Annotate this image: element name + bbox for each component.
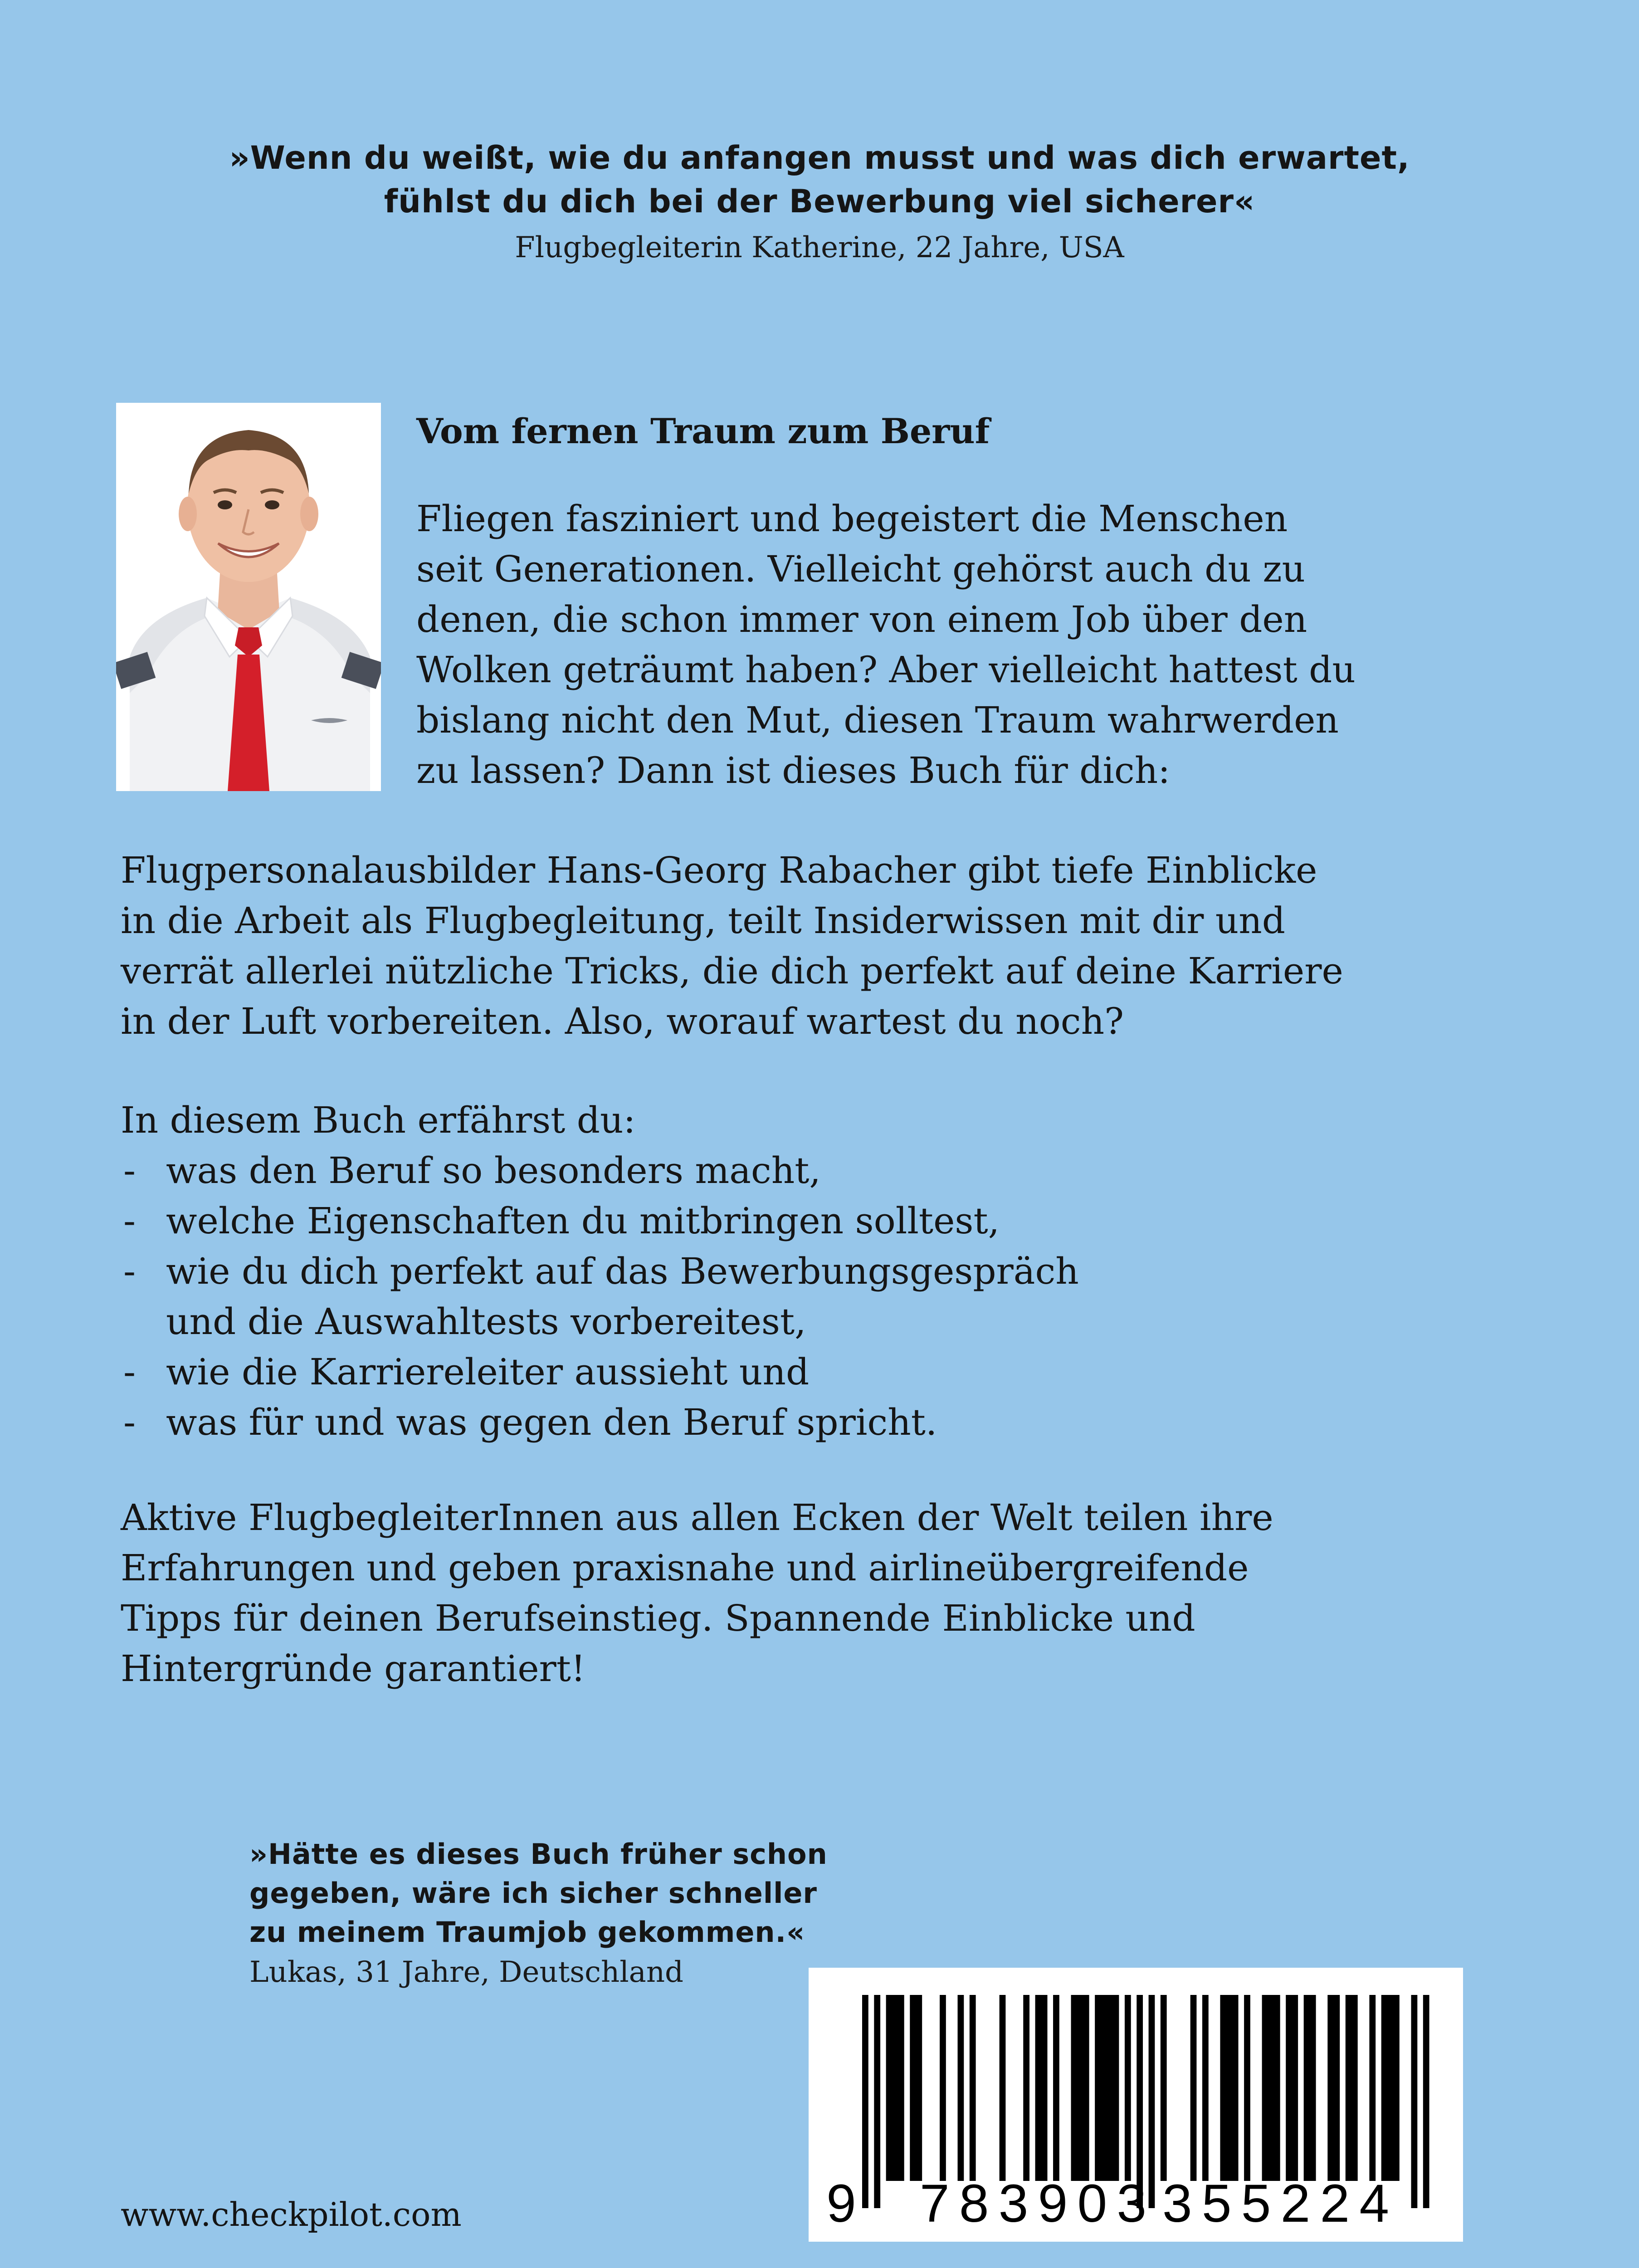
barcode-bar bbox=[1369, 1995, 1376, 2181]
top-quote-line-1: »Wenn du weißt, wie du anfangen musst und was dich erwartet, bbox=[229, 139, 1410, 176]
barcode-bar bbox=[892, 1995, 898, 2181]
barcode-bar bbox=[1113, 1995, 1119, 2181]
barcode-bar bbox=[1125, 1995, 1131, 2181]
barcode-bar bbox=[1226, 1995, 1233, 2181]
barcode-bar bbox=[1286, 1995, 1292, 2181]
intro-line: Wolken geträumt haben? Aber vielleicht hattest du bbox=[416, 649, 1356, 691]
barcode-bar bbox=[1149, 1995, 1155, 2208]
barcode-bar bbox=[958, 1995, 964, 2181]
barcode-bar bbox=[886, 1995, 893, 2181]
barcode-bar bbox=[1071, 1995, 1078, 2181]
barcode-bar bbox=[1023, 1995, 1029, 2181]
barcode-bar bbox=[1000, 1995, 1006, 2181]
list-item-line: was für und was gegen den Beruf spricht. bbox=[166, 1401, 937, 1443]
list-item-line: wie du dich perfekt auf das Bewerbungsgespräch bbox=[166, 1250, 1079, 1292]
barcode-bar bbox=[1077, 1995, 1083, 2181]
barcode-bar bbox=[1310, 1995, 1316, 2181]
intro-line: Fliegen fasziniert und begeistert die Menschen bbox=[416, 498, 1288, 540]
barcode-bar bbox=[1327, 1995, 1334, 2181]
barcode-bar bbox=[1381, 1995, 1388, 2181]
list-item bbox=[121, 1145, 1079, 1196]
barcode-bar bbox=[1095, 1995, 1101, 2181]
bottom-quote-line-3: zu meinem Traumjob gekommen.« bbox=[249, 1916, 805, 1949]
barcode-bar bbox=[1393, 1995, 1400, 2181]
barcode-bar bbox=[862, 1995, 868, 2208]
closing-paragraph-line: Erfahrungen und geben praxisnahe und airlineübergreifende bbox=[121, 1547, 1249, 1589]
barcode-bar bbox=[916, 1995, 922, 2181]
barcode-bar bbox=[874, 1995, 880, 2208]
top-quote bbox=[0, 136, 1639, 270]
closing-paragraph bbox=[121, 1492, 1273, 1694]
barcode-bar bbox=[1101, 1995, 1107, 2181]
list-item-line: welche Eigenschaften du mitbringen solltest, bbox=[166, 1200, 1000, 1242]
barcode-bar bbox=[1351, 1995, 1358, 2181]
bottom-quote-line-2: gegeben, wäre ich sicher schneller bbox=[249, 1877, 817, 1910]
list-item-line: was den Beruf so besonders macht, bbox=[166, 1149, 821, 1192]
closing-paragraph-line: Hintergründe garantiert! bbox=[121, 1647, 586, 1690]
barcode-bar bbox=[1190, 1995, 1197, 2181]
barcode-digit-first: 9 bbox=[826, 2174, 856, 2234]
intro-line: denen, die schon immer von einem Job über den bbox=[416, 598, 1307, 640]
closing-paragraph-line: Aktive FlugbegleiterInnen aus allen Ecken der Welt teilen ihre bbox=[121, 1496, 1273, 1539]
barcode bbox=[809, 1968, 1463, 2242]
barcode-bar bbox=[1053, 1995, 1059, 2181]
ean13-barcode-icon bbox=[809, 1968, 1463, 2242]
intro-paragraph bbox=[416, 494, 1356, 796]
list-dash: - bbox=[123, 1250, 136, 1292]
author-paragraph-line: Flugpersonalausbilder Hans-Georg Rabacher gibt tiefe Einblicke bbox=[121, 849, 1317, 891]
top-quote-attribution: Flugbegleiterin Katherine, 22 Jahre, USA bbox=[515, 231, 1124, 264]
list-item-line: wie die Karriereleiter aussieht und bbox=[166, 1351, 810, 1393]
intro-line: seit Generationen. Vielleicht gehörst auch du zu bbox=[416, 548, 1305, 590]
barcode-bar bbox=[1387, 1995, 1394, 2181]
barcode-bar bbox=[970, 1995, 976, 2181]
barcode-digits-right: 355224 bbox=[1162, 2174, 1389, 2234]
author-paragraph-line: verrät allerlei nützliche Tricks, die dich perfekt auf deine Karriere bbox=[121, 950, 1343, 992]
barcode-bar bbox=[1202, 1995, 1209, 2181]
list-dash: - bbox=[123, 1401, 136, 1443]
author-photo bbox=[116, 403, 381, 791]
barcode-bar bbox=[1035, 1995, 1042, 2181]
bottom-quote bbox=[249, 1835, 828, 1993]
author-portrait-icon bbox=[116, 403, 381, 791]
list-item bbox=[121, 1196, 1079, 1246]
intro-line: bislang nicht den Mut, diesen Traum wahrwerden bbox=[416, 699, 1339, 741]
barcode-bar bbox=[1083, 1995, 1089, 2181]
barcode-bar bbox=[910, 1995, 916, 2181]
barcode-digits-left: 783903 bbox=[920, 2174, 1146, 2234]
author-paragraph bbox=[121, 845, 1343, 1046]
barcode-bar bbox=[1041, 1995, 1048, 2181]
author-paragraph-line: in die Arbeit als Flugbegleitung, teilt Insiderwissen mit dir und bbox=[121, 899, 1286, 942]
barcode-bar bbox=[1244, 1995, 1250, 2181]
barcode-bar bbox=[898, 1995, 904, 2181]
bottom-quote-line-1: »Hätte es dieses Buch früher schon bbox=[249, 1838, 828, 1871]
list-item bbox=[121, 1347, 1079, 1397]
list-intro: In diesem Buch erfährst du: bbox=[121, 1099, 636, 1141]
barcode-bar bbox=[1346, 1995, 1352, 2181]
barcode-bar bbox=[1232, 1995, 1239, 2181]
barcode-bar bbox=[1333, 1995, 1340, 2181]
barcode-bar bbox=[1304, 1995, 1310, 2181]
intro-line: zu lassen? Dann ist dieses Buch für dich: bbox=[416, 749, 1171, 792]
feature-list bbox=[121, 1145, 1079, 1447]
barcode-bar bbox=[1411, 1995, 1418, 2208]
barcode-bar bbox=[1423, 1995, 1429, 2208]
barcode-bar bbox=[1161, 1995, 1167, 2181]
author-paragraph-line: in der Luft vorbereiten. Also, worauf wartest du noch? bbox=[121, 1000, 1124, 1042]
closing-paragraph-line: Tipps für deinen Berufseinstieg. Spannende Einblicke und bbox=[121, 1597, 1195, 1639]
list-item bbox=[121, 1246, 1079, 1347]
barcode-bar bbox=[1262, 1995, 1268, 2181]
list-dash: - bbox=[123, 1200, 136, 1242]
list-item bbox=[121, 1397, 1079, 1447]
barcode-bar bbox=[1274, 1995, 1280, 2181]
barcode-bar bbox=[1292, 1995, 1298, 2181]
list-item-line: und die Auswahltests vorbereitest, bbox=[166, 1300, 806, 1343]
barcode-bar bbox=[1220, 1995, 1226, 2181]
list-dash: - bbox=[123, 1149, 136, 1192]
barcode-bar bbox=[1107, 1995, 1113, 2181]
website-url: www.checkpilot.com bbox=[121, 2195, 462, 2234]
barcode-bar bbox=[1268, 1995, 1274, 2181]
list-dash: - bbox=[123, 1351, 136, 1393]
top-quote-line-2: fühlst du dich bei der Bewerbung viel sicherer« bbox=[384, 183, 1255, 220]
bottom-quote-attribution: Lukas, 31 Jahre, Deutschland bbox=[249, 1955, 683, 1989]
barcode-bar bbox=[940, 1995, 946, 2181]
section-heading: Vom fernen Traum zum Beruf bbox=[416, 411, 990, 451]
